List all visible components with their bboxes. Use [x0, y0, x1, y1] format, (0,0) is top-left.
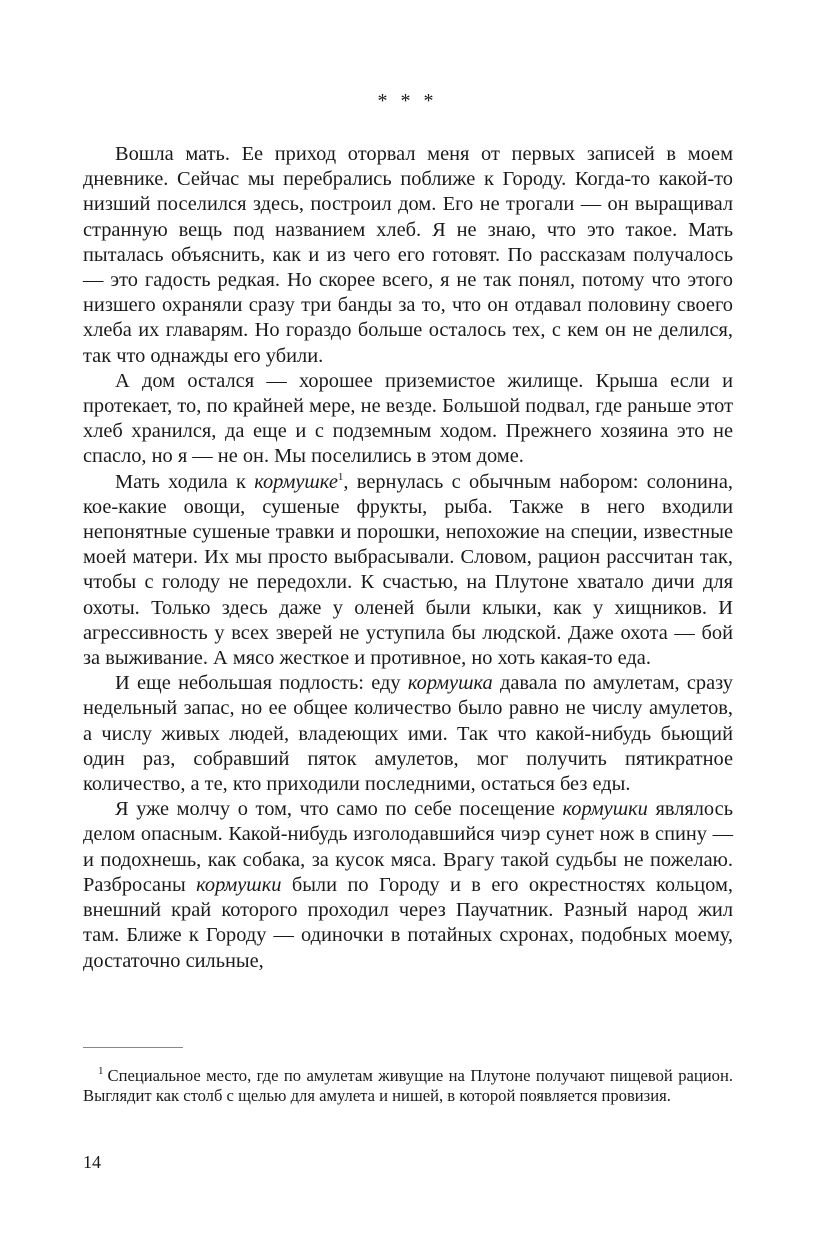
section-separator: * * * — [377, 90, 438, 112]
paragraph-2 — [83, 369, 733, 470]
footnote-marker: 1 — [98, 1065, 104, 1078]
italic-term: кормушки — [562, 798, 648, 821]
footnote-divider — [83, 1047, 183, 1048]
footnote-reference[interactable]: 1 — [337, 470, 344, 483]
paragraph-text: давала по амулетам, сразу недельный запас, но ее общее количество было равно не числу амулетов, а числу живых людей, владеющих ими. Так что какой-нибудь бьющий один раз, собравший пяток амулетов, мог получить пятикратное количество, а те, кто приходили последними, остаться без еды. — [83, 672, 733, 796]
paragraph-text: И еще небольшая подлость: еду — [115, 672, 408, 695]
page-number: 14 — [83, 1152, 101, 1172]
italic-term: кормушке — [254, 470, 338, 493]
paragraph-3 — [83, 470, 733, 672]
body-text — [83, 142, 733, 974]
paragraph-text: Мать ходила к — [115, 470, 255, 493]
italic-term: кормушка — [407, 672, 493, 695]
paragraph-text: были по Городу и в его окрестностях кольцом, внешний край которого проходил через Паучатник. Разный народ жил там. Ближе к Городу — одиночки в потайных схронах, подобных моему, достаточно сильные, — [83, 873, 733, 972]
paragraph-1 — [83, 142, 733, 369]
paragraph-text: Я уже молчу о том, что само по себе посещение — [115, 798, 563, 821]
paragraph-text: Вошла мать. Ее приход оторвал меня от первых записей в моем дневнике. Сейчас мы перебрались поближе к Городу. Когда-то какой-то низший поселился здесь, построил дом. Его не трогали — он выращивал странную вещь под названием хлеб. Я не знаю, что это такое. Мать пыталась объяснить, как и из чего его готовят. По рассказам получалось — это гадость редкая. Но скорее всего, я не так понял, потому что этого низшего охраняли сразу три банды за то, что он отдавал половину своего хлеба их главарям. Но гораздо больше осталось тех, с кем он не делился, так что однажды его убили. — [83, 143, 733, 367]
italic-term: кормушки — [196, 873, 282, 896]
paragraph-text: А дом остался — хорошее приземистое жилище. Крыша если и протекает, то, по крайней мере, не везде. Большой подвал, где раньше этот хлеб хранился, да еще и с подземным ходом. Прежнего хозяина это не спасло, но я — не он. Мы поселились в этом доме. — [83, 369, 733, 468]
paragraph-5 — [83, 797, 733, 973]
paragraph-4 — [83, 671, 733, 797]
footnote-text: Специальное место, где по амулетам живущие на Плутоне получают пищевой рацион. Выглядит как столб с щелью для амулета и нишей, в которой появляется провизия. — [83, 1066, 733, 1105]
paragraph-text: , вернулась с обычным набором: солонина, кое-какие овощи, сушеные фрукты, рыба. Также в него входили непонятные сушеные травки и порошки, непохожие на специи, известные моей матери. Их мы просто выбрасывали. Словом, рацион рассчитан так, чтобы с голоду не передохли. К счастью, на Плутоне хватало дичи для охоты. Только здесь даже у оленей были клыки, как у хищников. И агрессивность у всех зверей не уступила бы людской. Даже охота — бой за выживание. А мясо жесткое и противное, но хоть какая-то еда. — [83, 470, 733, 670]
paragraph-text: являлось делом опасным. Какой-нибудь изголодавшийся чиэр сунет нож в спину — и подохнешь, как собака, за кусок мяса. Врагу такой судьбы не пожелаю. Разбросаны — [83, 798, 733, 896]
footnote — [83, 1066, 733, 1106]
